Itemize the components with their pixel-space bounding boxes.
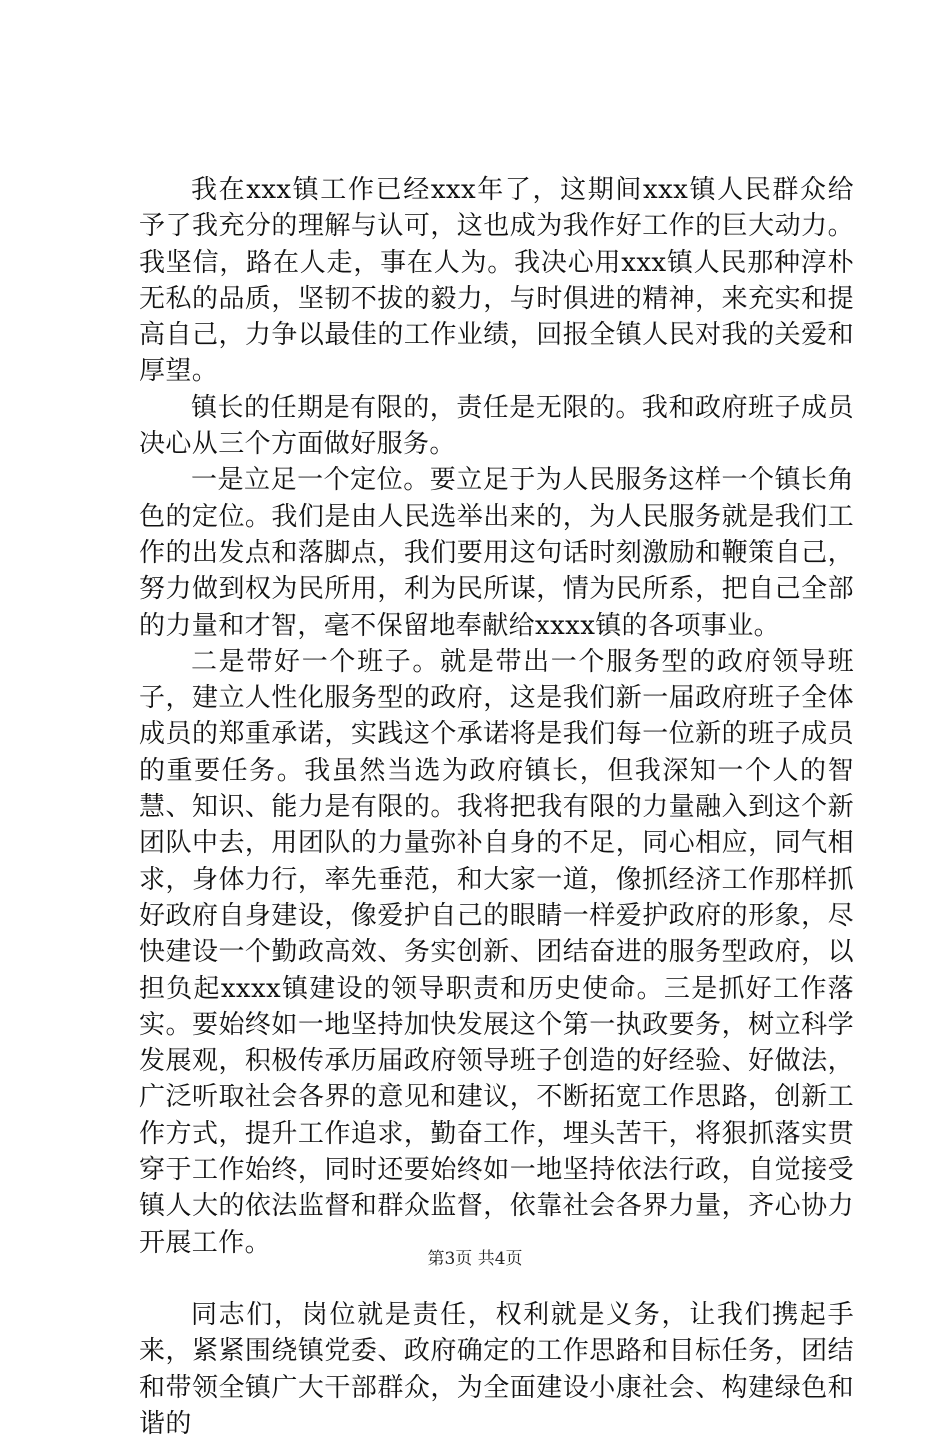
paragraph-3: 一是立足一个定位。要立足于为人民服务这样一个镇长角色的定位。我们是由人民选举出来的，为人民服务就是我们工作的出发点和落脚点，我们要用这句话时刻激励和鞭策自己，努力做到权为民所用，利为民所谋，情为民所系，把自己全部的力量和才智，毫不保留地奉献给xxxx镇的各项事业。 xyxy=(139,465,854,641)
paragraph-1: 我在xxx镇工作已经xxx年了，这期间xxx镇人民群众给予了我充分的理解与认可，这也成为我作好工作的巨大动力。我坚信，路在人走，事在人为。我决心用xxx镇人民那种淳朴无私的品质，坚韧不拔的毅力，与时俱进的精神，来充实和提高自己，力争以最佳的工作业绩，回报全镇人民对我的关爱和厚望。 xyxy=(139,175,854,387)
page-footer: 第3页 共4页 xyxy=(427,1249,523,1269)
paragraph-4: 二是带好一个班子。就是带出一个服务型的政府领导班子，建立人性化服务型的政府，这是我们新一届政府班子全体成员的郑重承诺，实践这个承诺将是我们每一位新的班子成员的重要任务。我虽然当选为政府镇长，但我深知一个人的智慧、知识、能力是有限的。我将把我有限的力量融入到这个新团队中去，用团队的力量弥补自身的不足，同心相应，同气相求，身体力行，率先垂范，和大家一道，像抓经济工作那样抓好政府自身建设，像爱护自己的眼睛一样爱护政府的形象，尽快建设一个勤政高效、务实创新、团结奋进的服务型政府，以担负起xxxx镇建设的领导职责和历史使命。三是抓好工作落实。要始终如一地坚持加快发展这个第一执政要务，树立科学发展观，积极传承历届政府领导班子创造的好经验、好做法，广泛听取社会各界的意见和建议，不断拓宽工作思路，创新工作方式，提升工作追求，勤奋工作，埋头苦干，将狠抓落实贯穿于工作始终，同时还要始终如一地坚持依法行政，自觉接受镇人大的依法监督和群众监督，依靠社会各界力量，齐心协力开展工作。 xyxy=(139,646,854,1258)
paragraph-5: 同志们，岗位就是责任，权利就是义务，让我们携起手来，紧紧围绕镇党委、政府确定的工作思路和目标任务，团结和带领全镇广大干部群众，为全面建设小康社会、构建绿色和谐的 xyxy=(139,1299,854,1439)
paragraph-2: 镇长的任期是有限的，责任是无限的。我和政府班子成员决心从三个方面做好服务。 xyxy=(139,392,854,460)
